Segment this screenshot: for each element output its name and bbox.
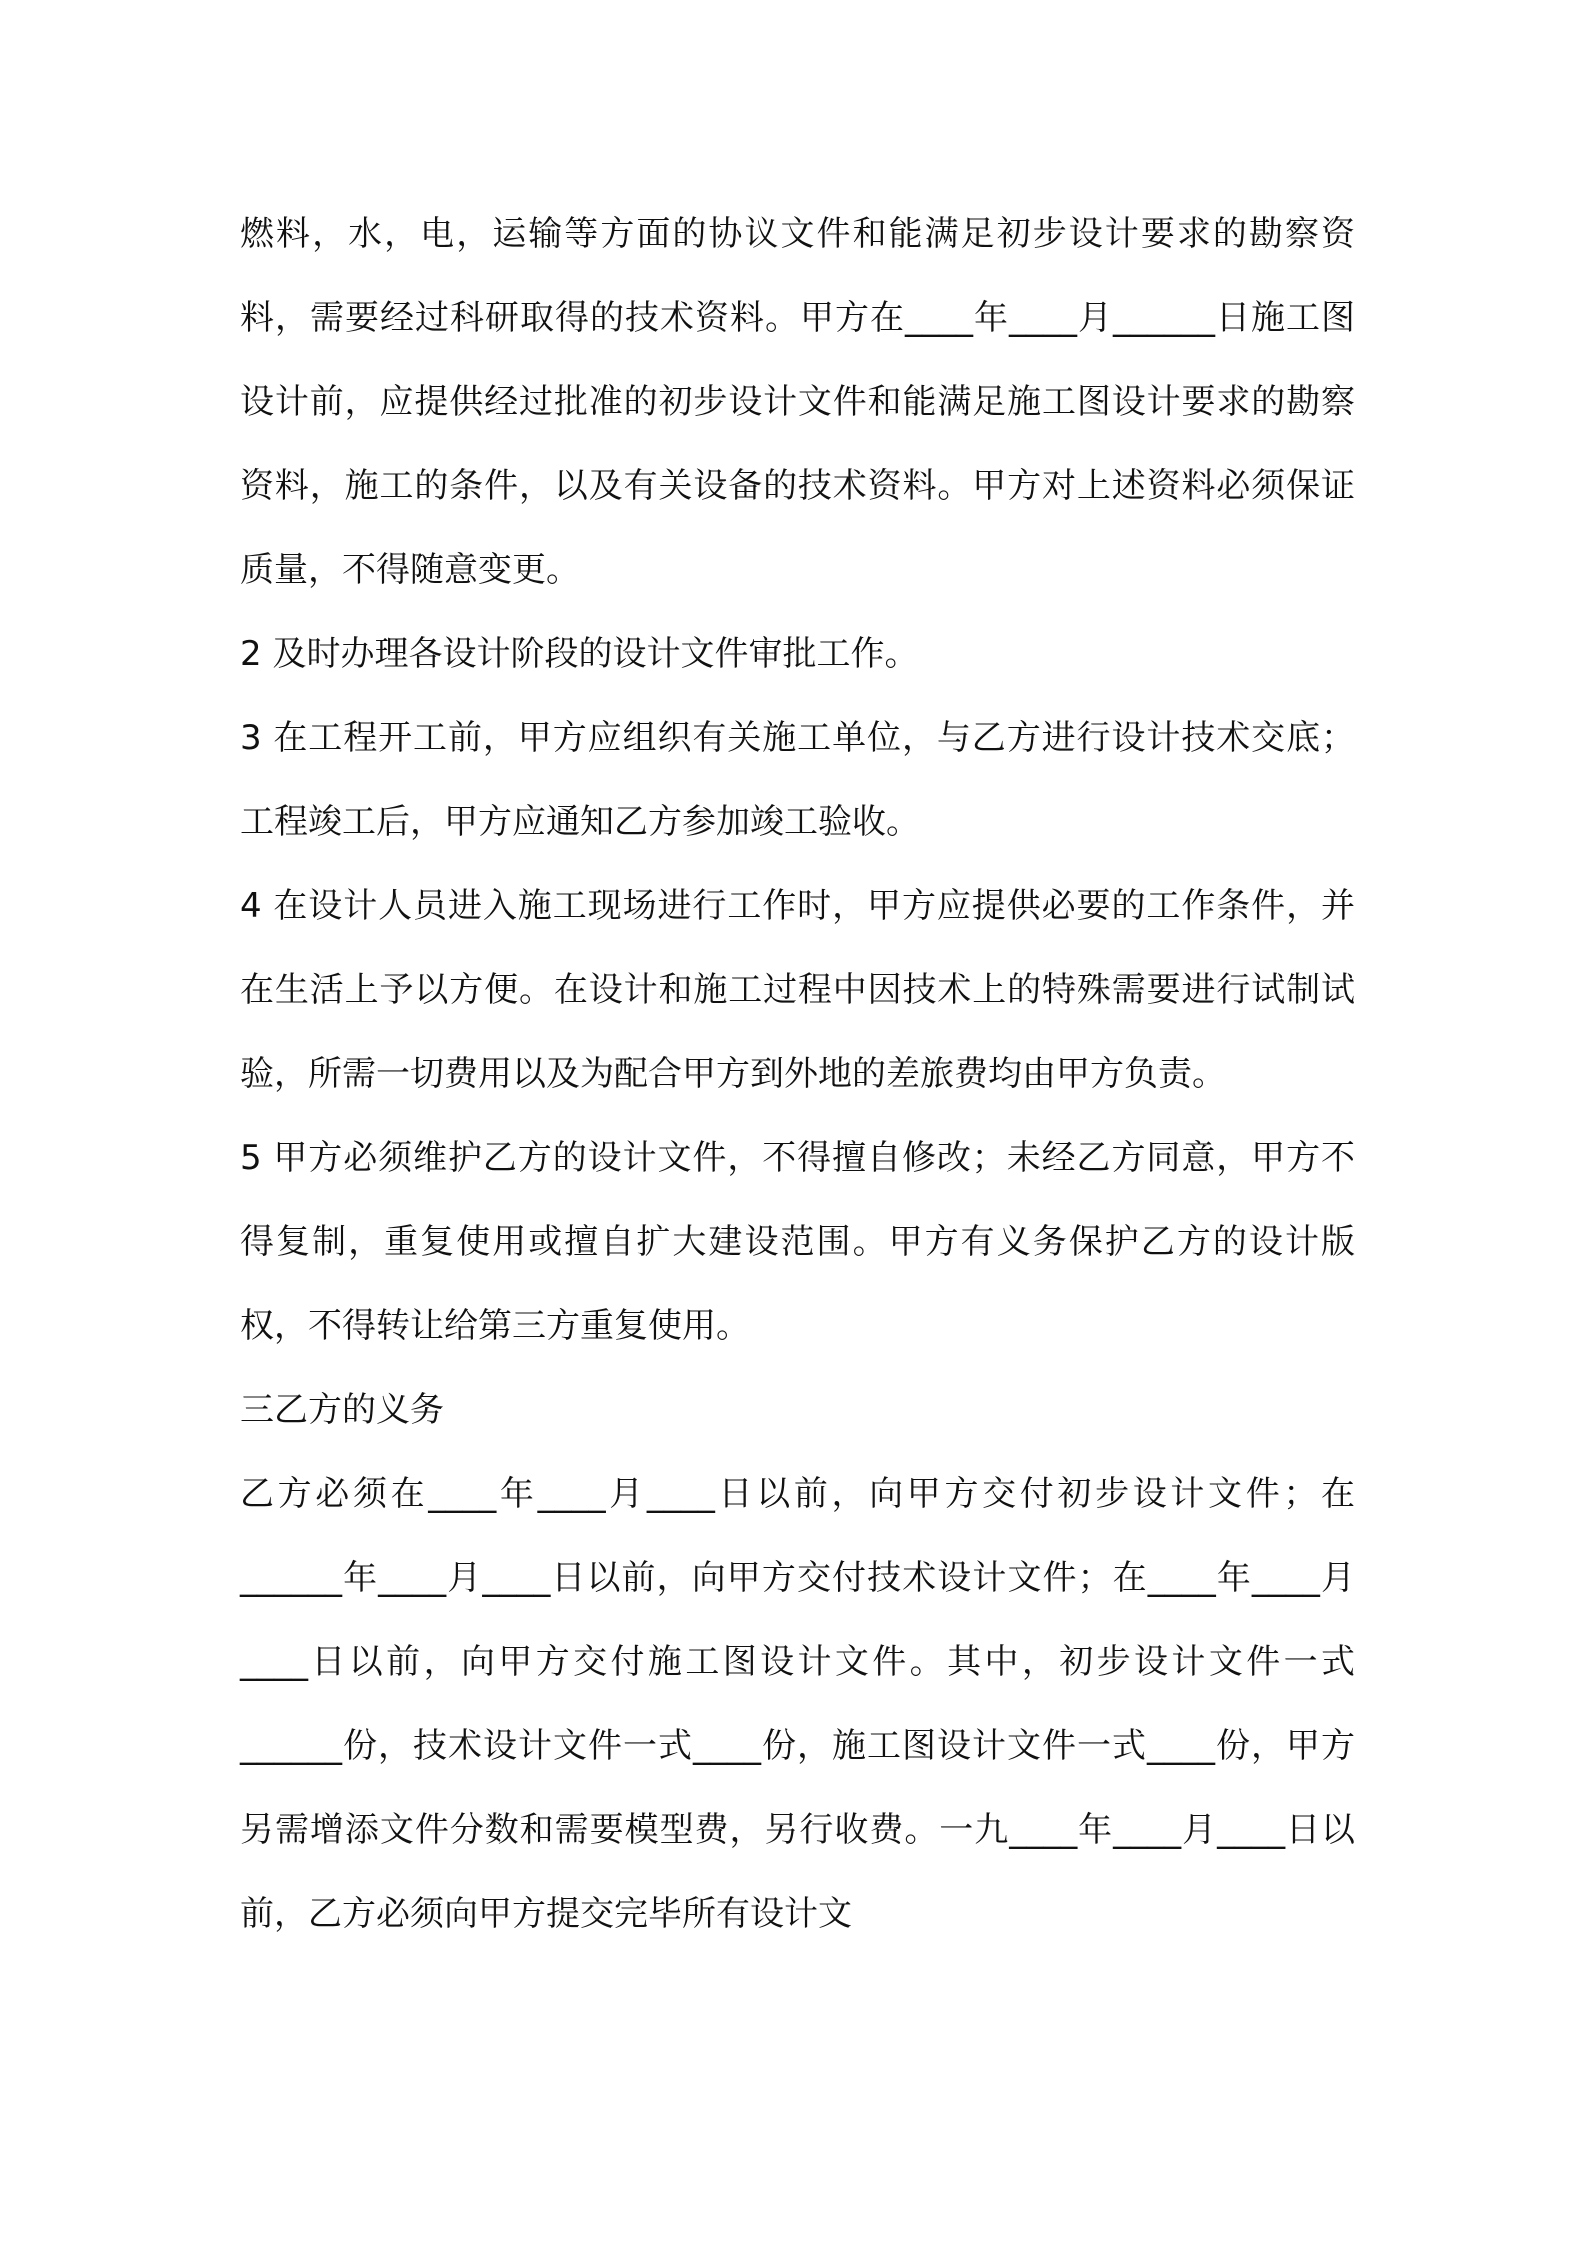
section-heading-party-b-obligations: 三乙方的义务 bbox=[240, 1390, 444, 1430]
paragraph-clause-4: 4 在设计人员进入施工现场进行工作时，甲方应提供必要的工作条件，并在生活上予以方便。在设计和施工过程中因技术上的特殊需要进行试制试验，所需一切费用以及为配合甲方到外地的差旅费均由甲方负责。 bbox=[240, 886, 1355, 1094]
paragraph-party-a-materials: 燃料，水，电，运输等方面的协议文件和能满足初步设计要求的勘察资料，需要经过科研取得的技术资料。甲方在____年____月______日施工图设计前，应提供经过批准的初步设计文件和能满足施工图设计要求的勘察资料，施工的条件，以及有关设备的技术资料。甲方对上述资料必须保证质量，不得随意变更。 bbox=[240, 214, 1355, 590]
paragraph-clause-5: 5 甲方必须维护乙方的设计文件，不得擅自修改；未经乙方同意，甲方不得复制，重复使用或擅自扩大建设范围。甲方有义务保护乙方的设计版权，不得转让给第三方重复使用。 bbox=[240, 1138, 1355, 1346]
paragraph-party-b-delivery: 乙方必须在____年____月____日以前，向甲方交付初步设计文件；在______年____月____日以前，向甲方交付技术设计文件；在____年____月____日以前，向甲方交付施工图设计文件。其中，初步设计文件一式______份，技术设计文件一式____份，施工图设计文件一式____份，甲方另需增添文件分数和需要模型费，另行收费。一九____年____月____日以前，乙方必须向甲方提交完毕所有设计文 bbox=[240, 1474, 1355, 1934]
paragraph-clause-2: 2 及时办理各设计阶段的设计文件审批工作。 bbox=[240, 634, 919, 674]
paragraph-clause-3: 3 在工程开工前，甲方应组织有关施工单位，与乙方进行设计技术交底；工程竣工后，甲方应通知乙方参加竣工验收。 bbox=[240, 718, 1355, 842]
document-page bbox=[240, 192, 1355, 1956]
